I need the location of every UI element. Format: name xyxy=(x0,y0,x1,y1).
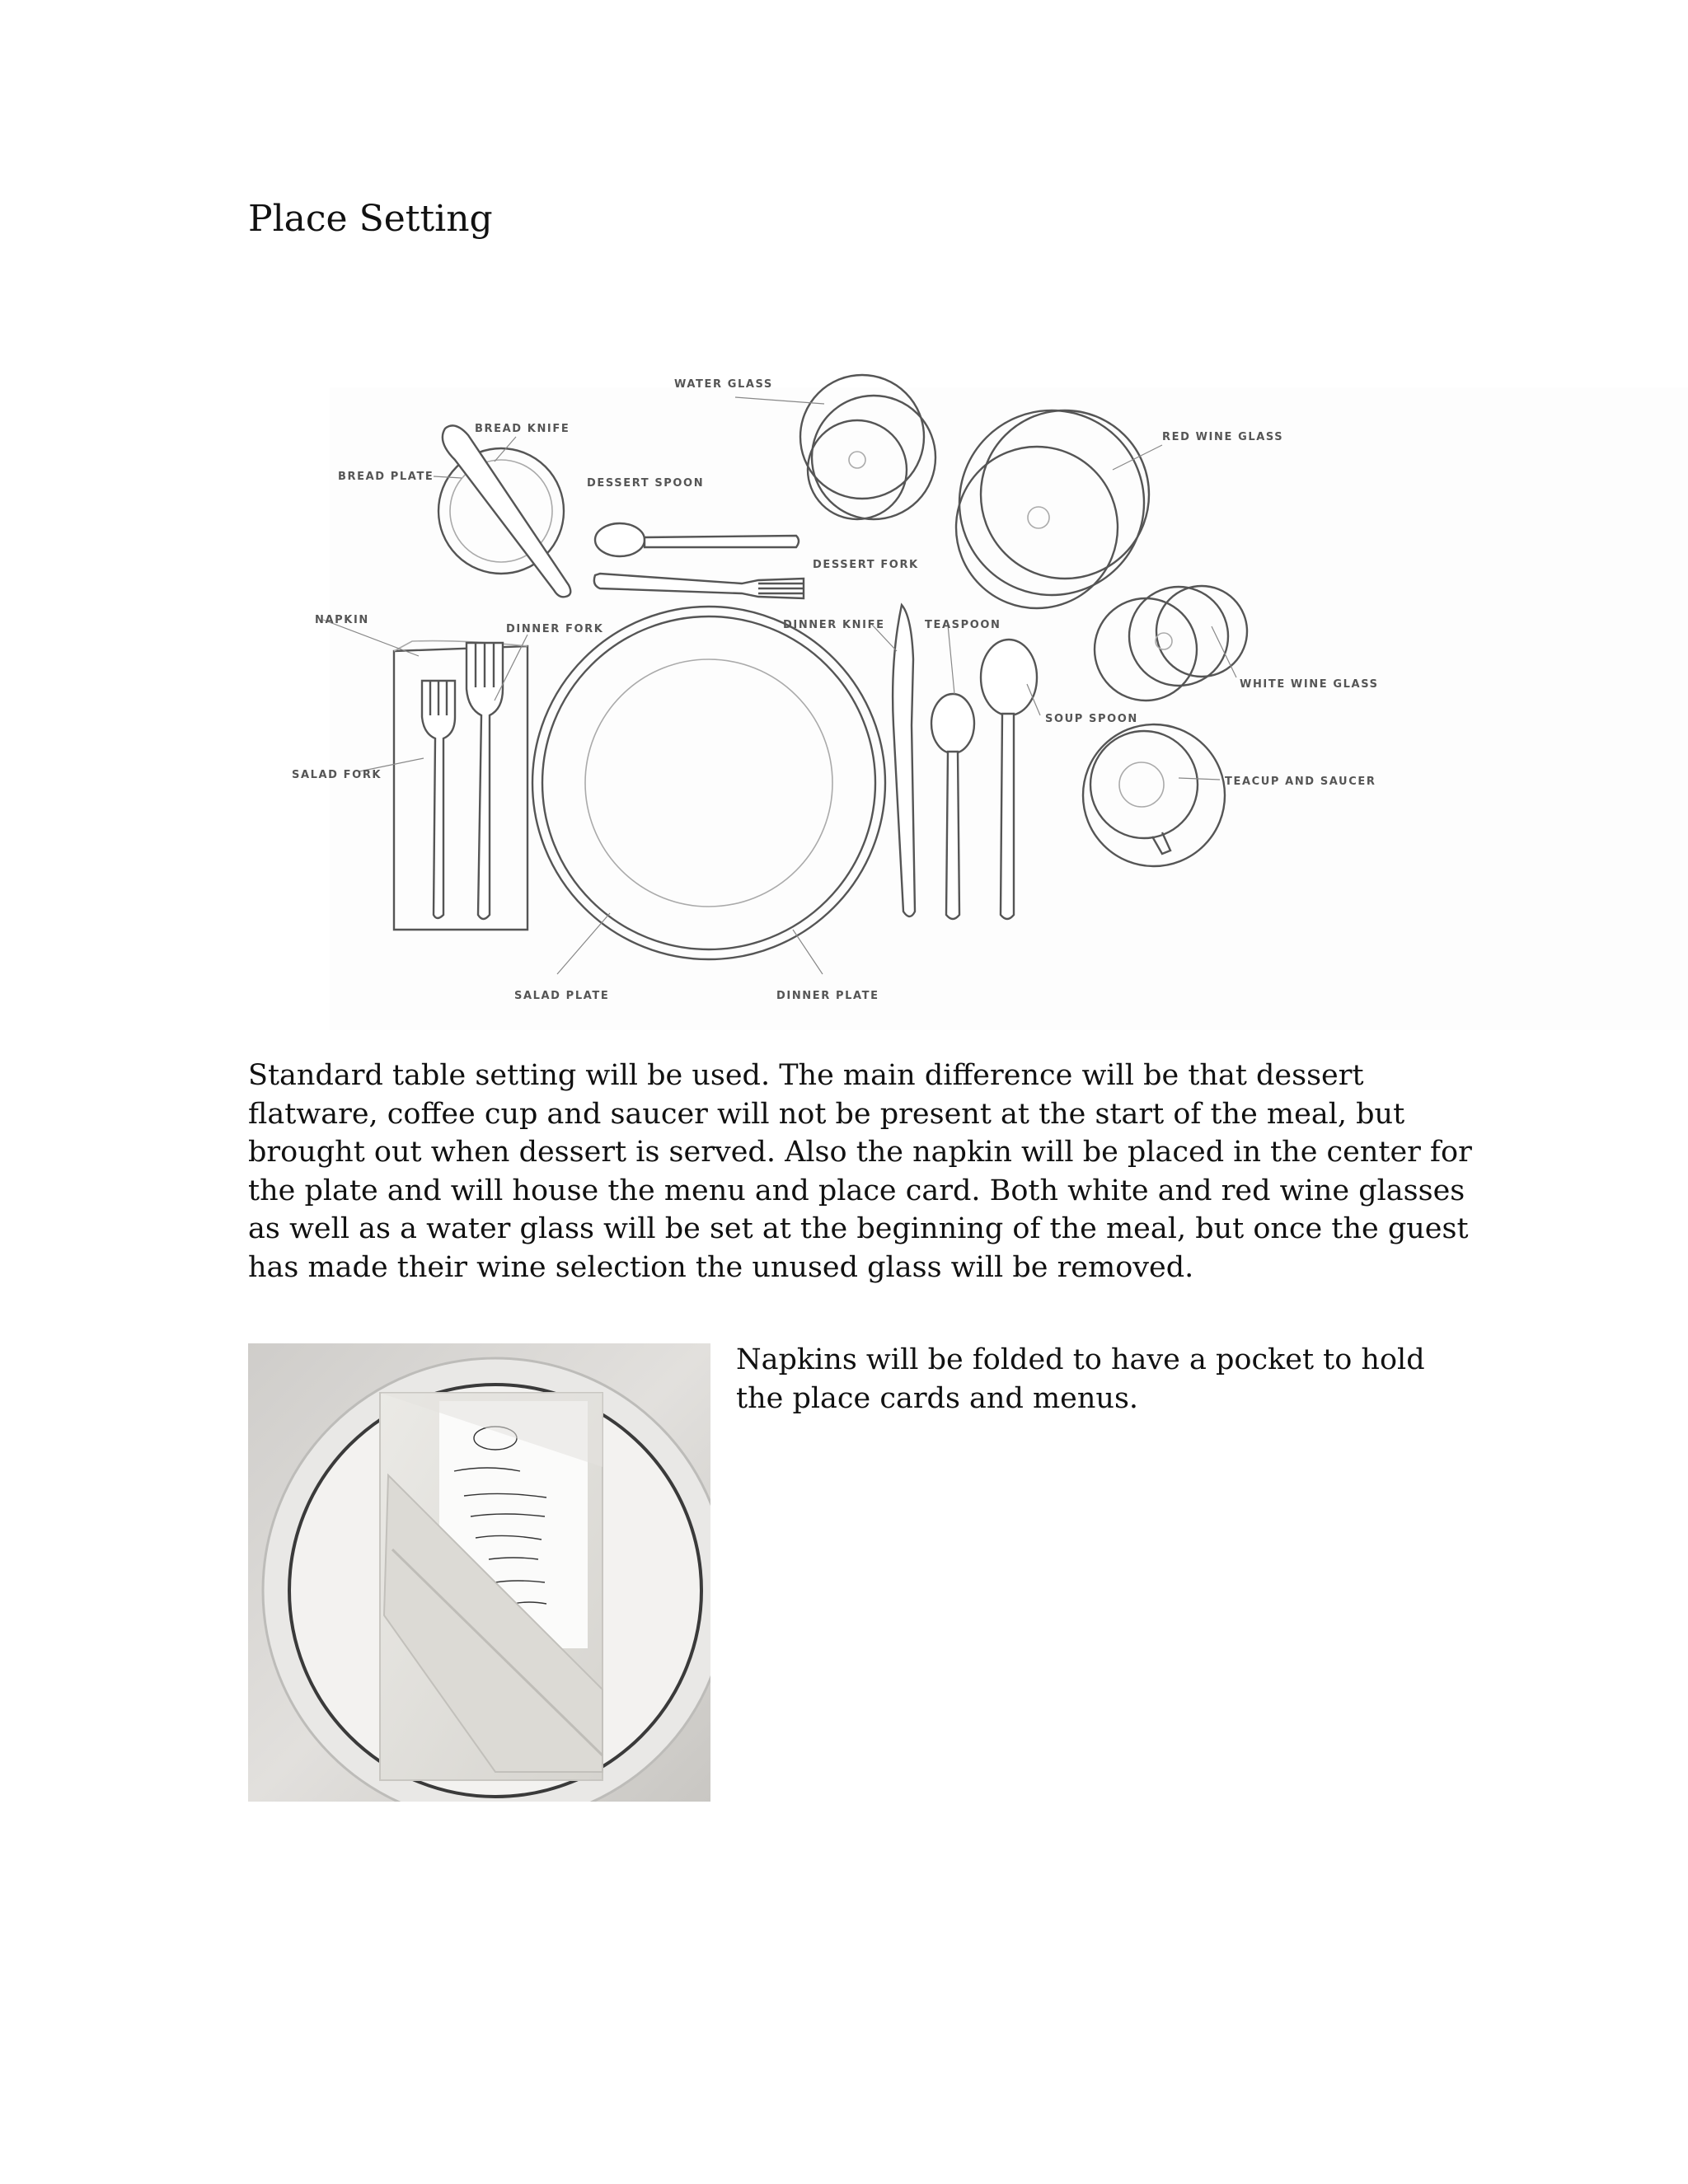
caption-line: Napkins will be folded to have a pocket to hold xyxy=(736,1343,1425,1376)
description-paragraph xyxy=(248,1057,1472,1286)
label-white-wine-glass: WHITE WINE GLASS xyxy=(1240,678,1379,691)
paragraph-line: flatware, coffee cup and saucer will not be present at the start of the meal, but xyxy=(248,1097,1405,1131)
label-bread-plate: BREAD PLATE xyxy=(338,471,434,483)
label-dessert-spoon: DESSERT SPOON xyxy=(587,477,705,490)
place-setting-diagram xyxy=(272,354,1688,1030)
paragraph-line: Standard table setting will be used. The main difference will be that dessert xyxy=(248,1059,1364,1092)
label-teacup-and-saucer: TEACUP AND SAUCER xyxy=(1225,776,1376,788)
label-bread-knife: BREAD KNIFE xyxy=(475,423,570,435)
label-red-wine-glass: RED WINE GLASS xyxy=(1162,431,1284,443)
page-title: Place Setting xyxy=(248,198,493,240)
label-teaspoon: TEASPOON xyxy=(925,619,1001,631)
paragraph-line: the plate and will house the menu and place card. Both white and red wine glasses xyxy=(248,1174,1465,1207)
label-salad-plate: SALAD PLATE xyxy=(514,990,610,1002)
label-salad-fork: SALAD FORK xyxy=(292,769,382,781)
napkin-caption xyxy=(736,1341,1478,1418)
label-dessert-fork: DESSERT FORK xyxy=(813,559,919,571)
label-dinner-fork: DINNER FORK xyxy=(506,623,604,635)
caption-line: the place cards and menus. xyxy=(736,1382,1139,1415)
label-dinner-knife: DINNER KNIFE xyxy=(783,619,885,631)
label-soup-spoon: SOUP SPOON xyxy=(1045,713,1138,725)
paragraph-line: brought out when dessert is served. Also the napkin will be placed in the center for xyxy=(248,1136,1472,1169)
label-dinner-plate: DINNER PLATE xyxy=(776,990,879,1002)
paragraph-line: as well as a water glass will be set at the beginning of the meal, but once the guest xyxy=(248,1212,1469,1245)
paragraph-line: has made their wine selection the unused glass will be removed. xyxy=(248,1250,1194,1284)
napkin-fold-photo xyxy=(248,1343,710,1802)
label-napkin: NAPKIN xyxy=(315,614,369,626)
label-water-glass: WATER GLASS xyxy=(674,378,773,391)
